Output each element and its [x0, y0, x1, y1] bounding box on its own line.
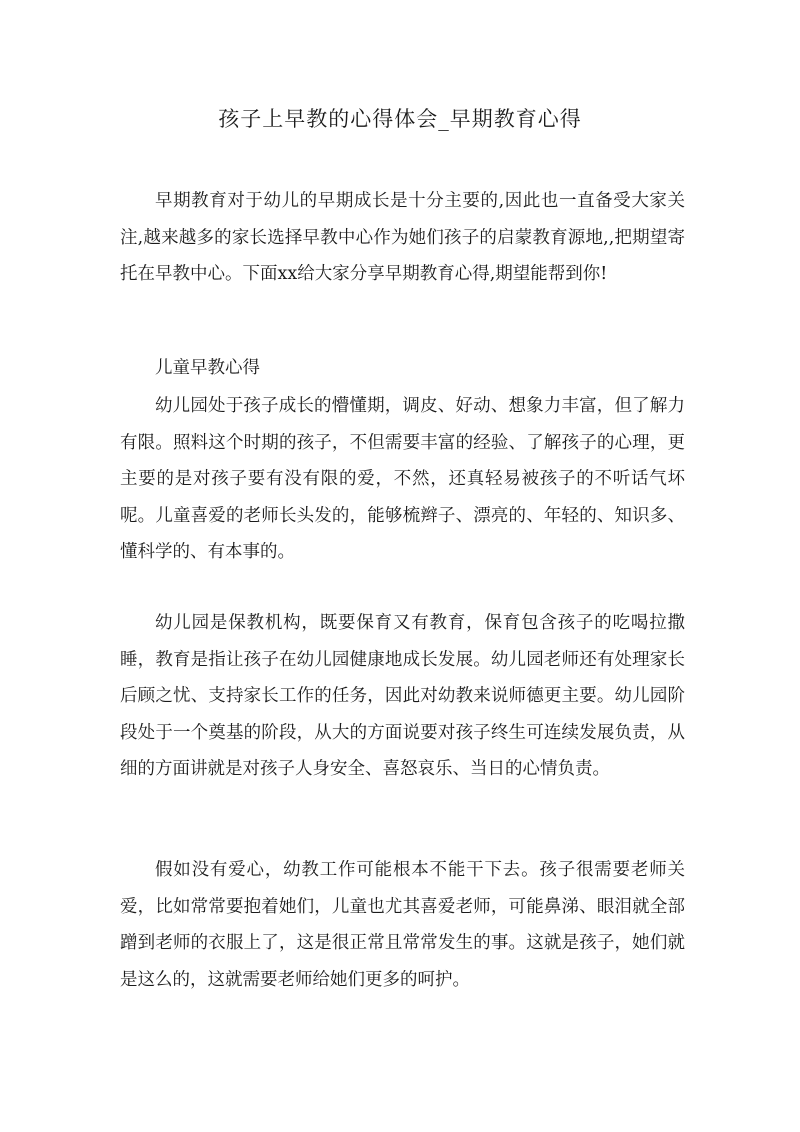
paragraph-body: 幼儿园是保教机构，既要保育又有教育，保育包含孩子的吃喝拉撒睡，教育是指让孩子在幼儿园健康地成长发展。幼儿园老师还有处理家长后顾之忧、支持家长工作的任务，因此对幼教来说师德更主要。幼儿园阶段处于一个奠基的阶段，从大的方面说要对孩子终生可连续发展负责，从细的方面讲就是对孩子人身安全、喜怒哀乐、当日的心情负责。 [120, 613, 685, 779]
paragraph-intro: 早期教育对于幼儿的早期成长是十分主要的,因此也一直备受大家关注,越来越多的家长选择早教中心作为她们孩子的启蒙教育源地,,把期望寄托在早教中心。下面xx给大家分享早期教育心得,期望能帮到你! [120, 191, 685, 284]
paragraph-body: 假如没有爱心，幼教工作可能根本不能干下去。孩子很需要老师关爱，比如常常要抱着她们，儿童也尤其喜爱老师，可能鼻涕、眼泪就全部蹭到老师的衣服上了，这是很正常且常常发生的事。这就是孩子，她们就是这么的，这就需要老师给她们更多的呵护。 [120, 860, 685, 990]
paragraph-body: 幼儿园处于孩子成长的懵懂期，调皮、好动、想象力丰富，但了解力有限。照料这个时期的孩子，不但需要丰富的经验、了解孩子的心理，更主要的是对孩子要有没有限的爱，不然，还真轻易被孩子的不听话气坏呢。儿童喜爱的老师长头发的，能够梳辫子、漂亮的、年轻的、知识多、懂科学的、有本事的。 [120, 396, 685, 562]
page-title: 孩子上早教的心得体会_早期教育心得 [218, 107, 582, 131]
section-heading: 儿童早教心得 [155, 358, 260, 378]
